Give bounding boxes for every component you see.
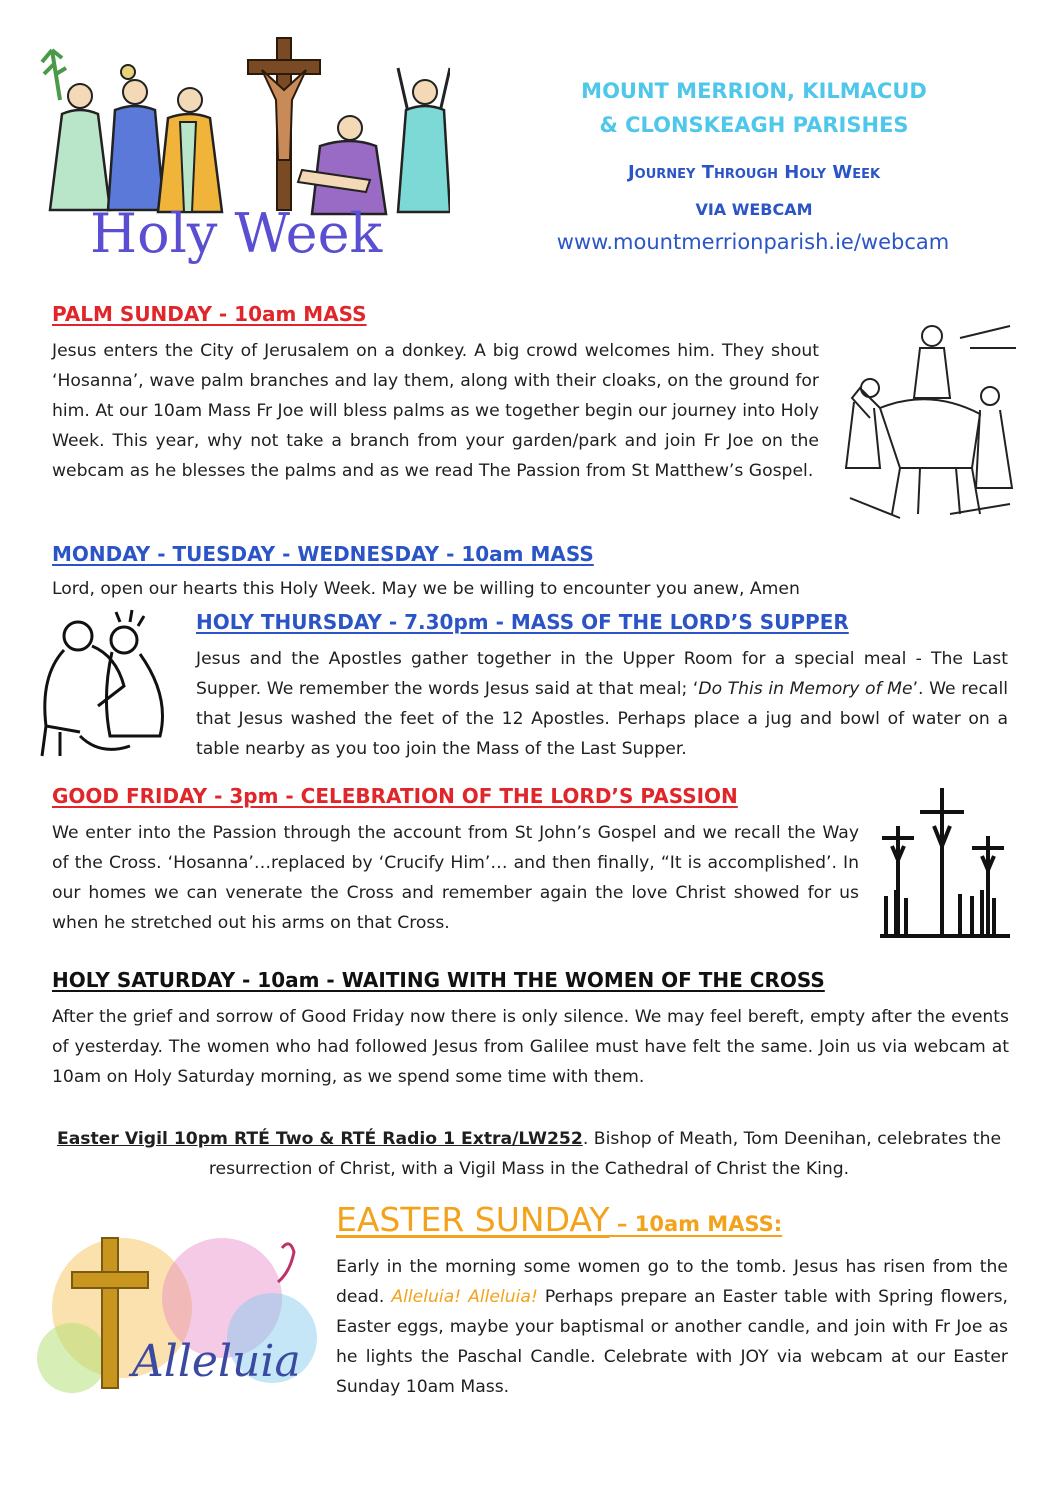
- holy-thursday-heading: HOLY THURSDAY - 7.30pm - MASS OF THE LORD’S SUPPER: [196, 610, 849, 634]
- parish-title-line1: MOUNT MERRION, KILMACUD: [581, 79, 927, 103]
- holy-thursday-text: [196, 644, 1008, 764]
- holy-saturday-text: After the grief and sorrow of Good Friday now there is only silence. We may feel bereft, empty after the events of yesterday. The women who had followed Jesus from Galilee must have felt the same. Join us via webcam at 10am on Holy Saturday morning, as we spend some time with them.: [52, 1007, 1009, 1087]
- easter-sunday-title: EASTER SUNDAY: [336, 1200, 610, 1239]
- holy-thursday-text-part2: ’. We recall that Jesus washed the feet of the 12 Apostles. Perhaps place a jug and bowl of water on a table nearby as you too join the Mass of the Last Supper.: [196, 679, 1008, 759]
- holy-saturday-heading: HOLY SATURDAY - 10am - WAITING WITH THE WOMEN OF THE CROSS: [52, 968, 825, 992]
- easter-vigil-notice: [40, 1124, 1018, 1184]
- palm-sunday-heading: PALM SUNDAY - 10am MASS: [52, 302, 367, 326]
- alleluia-image-text: Alleluia: [132, 1336, 301, 1387]
- easter-sunday-text-part2: Perhaps prepare an Easter table with Spring flowers, Easter eggs, maybe your baptismal or another candle, and join with Fr Joe as he lights the Paschal Candle. Celebrate with JOY via webcam at our Easter Sunday 10am Mass.: [336, 1287, 1008, 1397]
- good-friday-heading: GOOD FRIDAY - 3pm - CELEBRATION OF THE LORD’S PASSION: [52, 784, 738, 808]
- alleluia-text: Alleluia! Alleluia!: [391, 1287, 538, 1307]
- easter-sunday-time: – 10am MASS:: [609, 1212, 783, 1236]
- easter-sunday-heading: [336, 1200, 782, 1239]
- easter-sunday-text-part1: Early in the morning some women go to the tomb. Jesus has risen from the dead.: [336, 1257, 1008, 1307]
- crucifixion-illustration: [876, 786, 1014, 946]
- donkey-procession-icon: [840, 318, 1018, 523]
- holy-thursday-quote: Do This in Memory of Me: [698, 679, 913, 699]
- weekdays-text: Lord, open our hearts this Holy Week. May we be willing to encounter you anew, Amen: [52, 579, 800, 599]
- journey-subtitle: Journey Through Holy Week: [627, 162, 881, 183]
- via-webcam-label: VIA WEBCAM: [695, 200, 813, 219]
- easter-sunday-text: [336, 1252, 1008, 1402]
- easter-vigil-broadcast: Easter Vigil 10pm RTÉ Two & RTÉ Radio 1 Extra/LW252: [56, 1129, 583, 1149]
- washing-feet-illustration: [20, 606, 182, 764]
- weekdays-heading: MONDAY - TUESDAY - WEDNESDAY - 10am MASS: [52, 542, 594, 566]
- easter-vigil-text: . Bishop of Meath, Tom Deenihan, celebrates the resurrection of Christ, with a Vigil Mass in the Cathedral of Christ the King.: [208, 1129, 1002, 1179]
- parish-title: [520, 74, 988, 142]
- palm-sunday-illustration: [840, 318, 1018, 523]
- holy-week-logo-text: Holy Week: [90, 202, 383, 265]
- washing-feet-icon: [20, 606, 182, 764]
- webcam-link[interactable]: www.mountmerrionparish.ie/webcam: [556, 230, 950, 254]
- parish-title-line2: & CLONSKEAGH PARISHES: [599, 113, 909, 137]
- palm-sunday-text: Jesus enters the City of Jerusalem on a donkey. A big crowd welcomes him. They shout ‘Hosanna’, wave palm branches and lay them, along with their cloaks, on the ground for him. At our 10am Mass Fr Joe will bless palms as we together begin our journey into Holy Week. This year, why not take a branch from your garden/park and join Fr Joe on the webcam as he blesses the palms and as we read The Passion from St Matthew’s Gospel.: [52, 341, 819, 481]
- alleluia-illustration: [32, 1228, 324, 1410]
- good-friday-text: We enter into the Passion through the account from St John’s Gospel and we recall the Way of the Cross. ‘Hosanna’…replaced by ‘Crucify Him’… and then finally, “It is accomplished’. In our homes we can venerate the Cross and remember again the love Christ showed for us when he stretched out his arms on that Cross.: [52, 823, 859, 933]
- holy-week-logo: [40, 30, 450, 275]
- holy-thursday-text-part1: Jesus and the Apostles gather together in the Upper Room for a special meal - The Last Supper. We remember the words Jesus said at that meal; ‘: [196, 649, 1008, 699]
- three-crosses-icon: [876, 786, 1014, 946]
